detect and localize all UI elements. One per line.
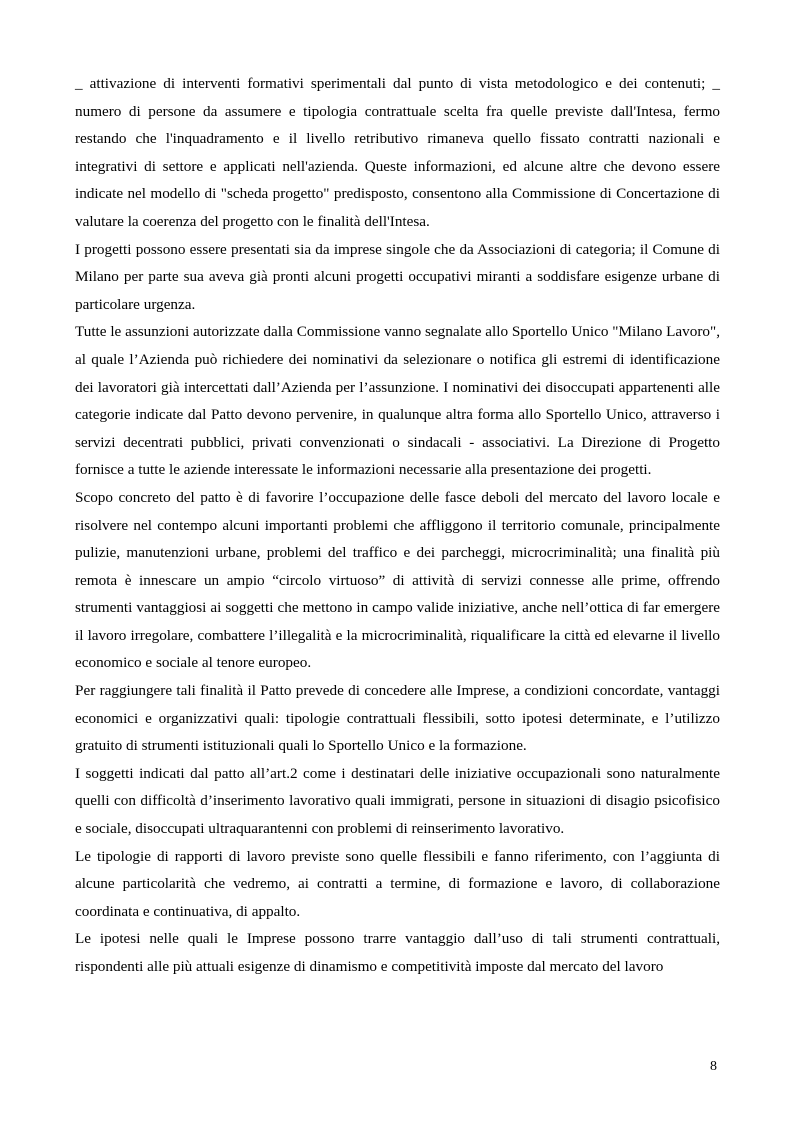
paragraph: Scopo concreto del patto è di favorire l’occupazione delle fasce deboli del mercato del lavoro locale e risolvere nel contempo alcuni importanti problemi che affliggono il territorio comunale, principalmente pulizie, manutenzioni urbane, problemi del traffico e dei parcheggi, microcriminalità; una finalità più remota è innescare un ampio “circolo virtuoso” di attività di servizi connesse alle prime, offrendo strumenti vantaggiosi ai soggetti che mettono in campo valide iniziative, anche nell’ottica di far emergere il lavoro irregolare, combattere l’illegalità e la microcriminalità, riqualificare la città ed elevarne il livello economico e sociale al tenore europeo. xyxy=(75,488,720,672)
page-body xyxy=(75,70,720,981)
paragraph: Le ipotesi nelle quali le Imprese possono trarre vantaggio dall’uso di tali strumenti contrattuali, rispondenti alle più attuali esigenze di dinamismo e competitività imposte dal mercato del lavoro xyxy=(75,930,720,975)
page-number: 8 xyxy=(710,1059,717,1074)
paragraph: Per raggiungere tali finalità il Patto prevede di concedere alle Imprese, a condizioni concordate, vantaggi economici e organizzativi quali: tipologie contrattuali flessibili, sotto ipotesi determinate, e l’utilizzo gratuito di strumenti istituzionali quali lo Sportello Unico e la formazione. xyxy=(75,682,720,755)
paragraph: _ attivazione di interventi formativi sperimentali dal punto di vista metodologico e dei contenuti; _ numero di persone da assumere e tipologia contrattuale scelta fra quelle previste dall'Intesa, fermo restando che l'inquadramento e il livello retributivo rimaneva quello fissato contratti nazionali e integrativi di settore e applicati nell'azienda. Queste informazioni, ed alcune altre che devono essere indicate nel modello di "scheda progetto" predisposto, consentono alla Commissione di Concertazione di valutare la coerenza del progetto con le finalità dell'Intesa. xyxy=(75,75,720,230)
paragraph: Le tipologie di rapporti di lavoro previste sono quelle flessibili e fanno riferimento, con l’aggiunta di alcune particolarità che vedremo, ai contratti a termine, di formazione e lavoro, di collaborazione coordinata e continuativa, di appalto. xyxy=(75,847,720,920)
paragraph: Tutte le assunzioni autorizzate dalla Commissione vanno segnalate allo Sportello Unico "Milano Lavoro", al quale l’Azienda può richiedere dei nominativi da selezionare o notifica gli estremi di identificazione dei lavoratori già intercettati dall’Azienda per l’assunzione. I nominativi dei disoccupati appartenenti alle categorie indicate dal Patto devono pervenire, in qualunque altra forma allo Sportello Unico, attraverso i servizi decentrati pubblici, privati convenzionati o sindacali - associativi. La Direzione di Progetto fornisce a tutte le aziende interessate le informazioni necessarie alla presentazione dei progetti. xyxy=(75,323,720,479)
paragraph: I progetti possono essere presentati sia da imprese singole che da Associazioni di categoria; il Comune di Milano per parte sua aveva già pronti alcuni progetti occupativi miranti a soddisfare esigenze urbane di particolare urgenza. xyxy=(75,240,720,313)
paragraph: I soggetti indicati dal patto all’art.2 come i destinatari delle iniziative occupazionali sono naturalmente quelli con difficoltà d’inserimento lavorativo quali immigrati, persone in situazioni di disagio psicofisico e sociale, disoccupati ultraquarantenni con problemi di reinserimento lavorativo. xyxy=(75,764,720,838)
